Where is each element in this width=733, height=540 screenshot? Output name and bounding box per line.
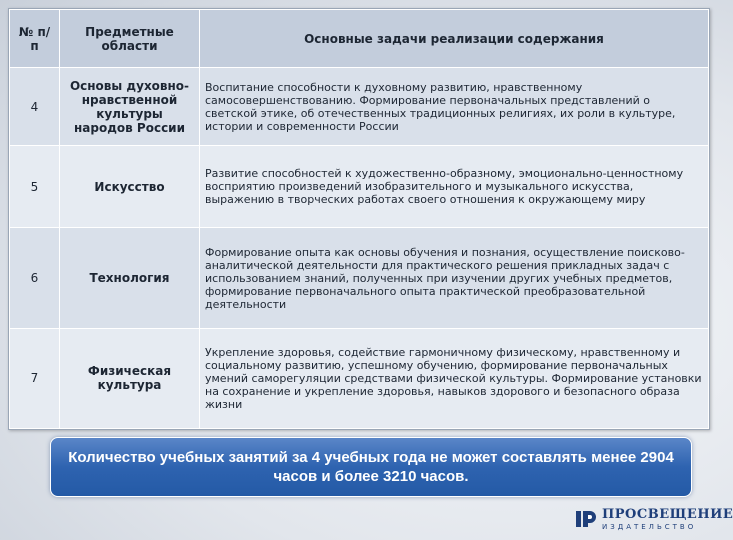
row-area: Искусство [60, 146, 200, 228]
table-row [10, 228, 709, 328]
header-area: Предметные области [60, 10, 200, 68]
hours-note-text: Количество учебных занятий за 4 учебных года не может составлять менее 2904 часов и более 3210 часов. [68, 449, 674, 485]
row-num: 7 [10, 328, 60, 428]
row-tasks: Формирование опыта как основы обучения и познания, осуществление поисково-аналитической деятельности для практического решения прикладных задач с использованием знаний, полученных при изучении других учебных предметов, формирование первоначального опыта практической преобразовательной деятельности [200, 228, 709, 328]
hours-note-box [50, 437, 692, 497]
row-area: Основы духовно-нравственной культуры народов России [60, 68, 200, 146]
publisher-logo [576, 504, 733, 536]
row-num: 4 [10, 68, 60, 146]
row-tasks: Укрепление здоровья, содействие гармоничному физическому, нравственному и социальному развитию, успешному обучению, формирование первоначальных умений саморегуляции средствами физической культуры. Формирование установки на сохранение и укрепление здоровья, навыков здорового и безопасного образа жизни [200, 328, 709, 428]
header-tasks: Основные задачи реализации содержания [200, 10, 709, 68]
table-header-row [10, 10, 709, 68]
table-row [10, 328, 709, 428]
subject-areas-table [8, 8, 710, 430]
header-num: № п/п [10, 10, 60, 68]
publisher-logo-subtitle: ИЗДАТЕЛЬСТВО [602, 523, 697, 531]
row-tasks: Воспитание способности к духовному развитию, нравственному самосовершенствованию. Формирование первоначальных представлений о светской этике, об отечественных традиционных религиях, их роли в культуре, истории и современности России [200, 68, 709, 146]
publisher-logo-icon [576, 508, 598, 530]
table-row [10, 146, 709, 228]
publisher-logo-title: ПРОСВЕЩЕНИЕ [602, 507, 733, 522]
row-num: 5 [10, 146, 60, 228]
table-row [10, 68, 709, 146]
row-area: Физическая культура [60, 328, 200, 428]
row-tasks: Развитие способностей к художественно-образному, эмоционально-ценностному восприятию произведений изобразительного и музыкального искусства, выражению в творческих работах своего отношения к окружающему миру [200, 146, 709, 228]
row-area: Технология [60, 228, 200, 328]
row-num: 6 [10, 228, 60, 328]
